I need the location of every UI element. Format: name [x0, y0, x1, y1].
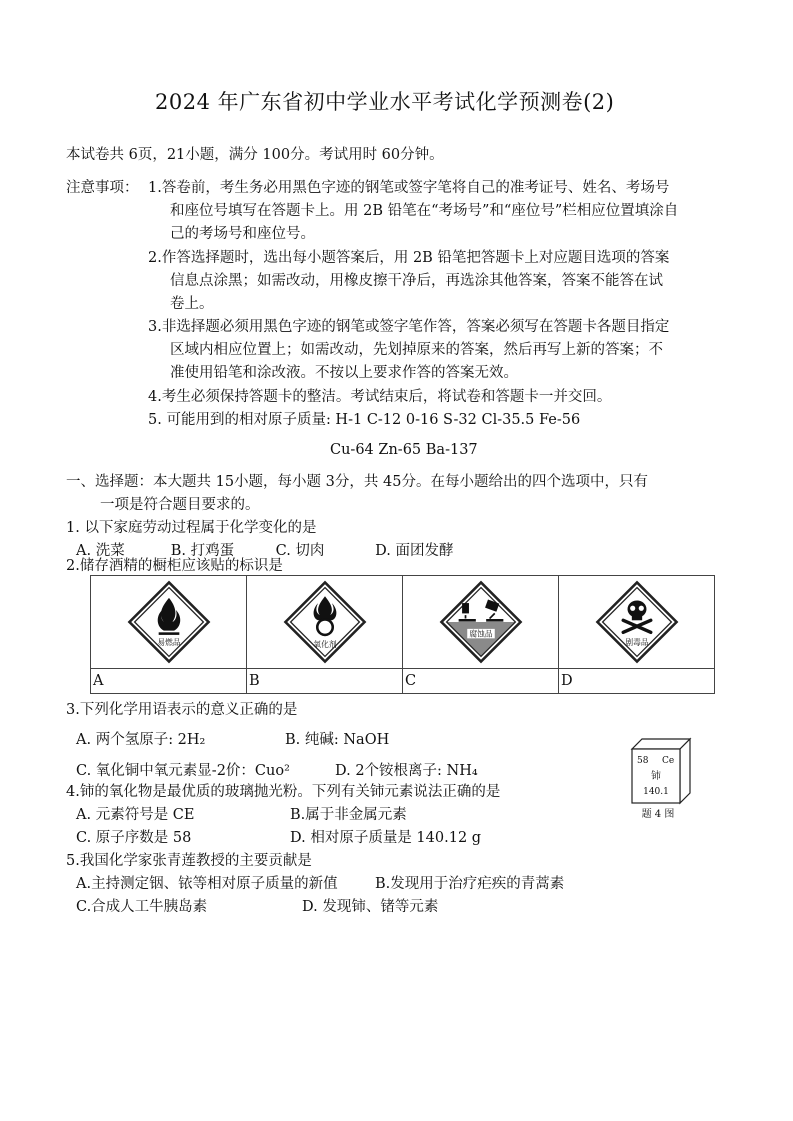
cube-caption: 题 4 图 — [641, 809, 675, 819]
q1-stem: 1. 以下家庭劳动过程属于化学变化的是 — [66, 520, 317, 536]
q5-option-b: B.发现用于治疗疟疾的青蒿素 — [375, 876, 565, 892]
cerium-element-cube-figure — [630, 737, 692, 819]
sign-label-b: B — [247, 669, 403, 694]
note-1-line-3: 己的考场号和座位号。 — [170, 226, 315, 242]
q4-option-b: B.属于非金属元素 — [290, 807, 407, 823]
q3-stem: 3.下列化学用语表示的意义正确的是 — [66, 702, 298, 718]
hazard-sign-table — [90, 575, 715, 694]
sign-cell-c — [403, 576, 559, 669]
q4-option-c: C. 原子序数是 58 — [76, 830, 192, 846]
q3-option-b: B. 纯碱: NaOH — [285, 732, 390, 748]
note-4: 4.考生必须保持答题卡的整洁。考试结束后，将试卷和答题卡一并交回。 — [148, 389, 612, 405]
q3-option-a: A. 两个氢原子: 2H₂ — [76, 732, 206, 748]
note-1-line-2: 和座位号填写在答题卡上。用 2B 铅笔在“考场号”和“座位号”栏相应位置填涂自 — [170, 203, 679, 219]
q5-option-c: C.合成人工牛胰岛素 — [76, 899, 208, 915]
note-1-line-1: 1.答卷前，考生务必用黑色字迹的钢笔或签字笔将自己的准考证号、姓名、考场号 — [148, 180, 670, 196]
exam-intro: 本试卷共 6页，21小题，满分 100分。考试用时 60分钟。 — [66, 147, 444, 163]
sign-text-a: 易燃品 — [156, 638, 181, 648]
cube-atomic-mass: 140.1 — [643, 787, 669, 797]
cube-atomic-number: 58 — [637, 756, 649, 766]
section-1-heading: 一、选择题：本大题共 15小题，每小题 3分，共 45分。在每小题给出的四个选项中，只有 — [66, 474, 648, 490]
q1-options: A. 洗菜 B. 打鸡蛋 C. 切肉 D. 面团发酵 — [76, 543, 454, 559]
note-3-line-3: 准使用铅笔和涂改液。不按以上要求作答的答案无效。 — [170, 365, 518, 381]
sign-cell-d — [559, 576, 715, 669]
corrosive-sign-icon — [438, 579, 524, 665]
sign-text-b: 氧化剂 — [312, 639, 337, 649]
note-3-line-2: 区域内相应位置上；如需改动，先划掉原来的答案，然后再写上新的答案；不 — [170, 342, 663, 358]
flammable-sign-icon — [126, 579, 212, 665]
q5-option-a: A.主持测定铟、铱等相对原子质量的新值 — [76, 876, 338, 892]
q4-option-d: D. 相对原子质量是 140.12 g — [290, 830, 482, 846]
note-5-continued: Cu-64 Zn-65 Ba-137 — [330, 442, 478, 458]
notes-label: 注意事项： — [66, 180, 139, 196]
cube-symbol: Ce — [662, 756, 675, 766]
q5-stem: 5.我国化学家张青莲教授的主要贡献是 — [66, 853, 312, 869]
sign-label-a: A — [91, 669, 247, 694]
q2-stem: 2.储存酒精的橱柜应该贴的标识是 — [66, 558, 283, 574]
q5-option-d: D. 发现铈、锗等元素 — [302, 899, 439, 915]
toxic-sign-icon — [594, 579, 680, 665]
oxidizer-sign-icon — [282, 579, 368, 665]
sign-label-c: C — [403, 669, 559, 694]
sign-cell-a — [91, 576, 247, 669]
q3-option-d: D. 2个铵根离子: NH₄ — [335, 763, 478, 779]
q3-option-c: C. 氧化铜中氧元素显-2价：Cuo² — [76, 763, 290, 779]
sign-text-d: 剧毒品 — [624, 638, 649, 648]
section-1-heading-cont: 一项是符合题目要求的。 — [100, 497, 260, 513]
sign-label-d: D — [559, 669, 715, 694]
q4-stem: 4.铈的氧化物是最优质的玻璃抛光粉。下列有关铈元素说法正确的是 — [66, 784, 501, 800]
note-5: 5. 可能用到的相对原子质量: H-1 C-12 0-16 S-32 Cl-35.5 Fe-56 — [148, 412, 581, 428]
cube-element-name: 铈 — [651, 771, 661, 782]
note-2-line-1: 2.作答选择题时，选出每小题答案后，用 2B 铅笔把答题卡上对应题目选项的答案 — [148, 250, 670, 266]
note-2-line-2: 信息点涂黑；如需改动，用橡皮擦干净后，再选涂其他答案，答案不能答在试 — [170, 273, 663, 289]
sign-cell-b — [247, 576, 403, 669]
note-2-line-3: 卷上。 — [170, 296, 214, 312]
sign-text-c: 腐蚀品 — [468, 629, 493, 639]
note-3-line-1: 3.非选择题必须用黑色字迹的钢笔或签字笔作答，答案必须写在答题卡各题目指定 — [148, 319, 670, 335]
q4-option-a: A. 元素符号是 CE — [76, 807, 195, 823]
page-title: 2024 年广东省初中学业水平考试化学预测卷(2) — [155, 90, 615, 114]
